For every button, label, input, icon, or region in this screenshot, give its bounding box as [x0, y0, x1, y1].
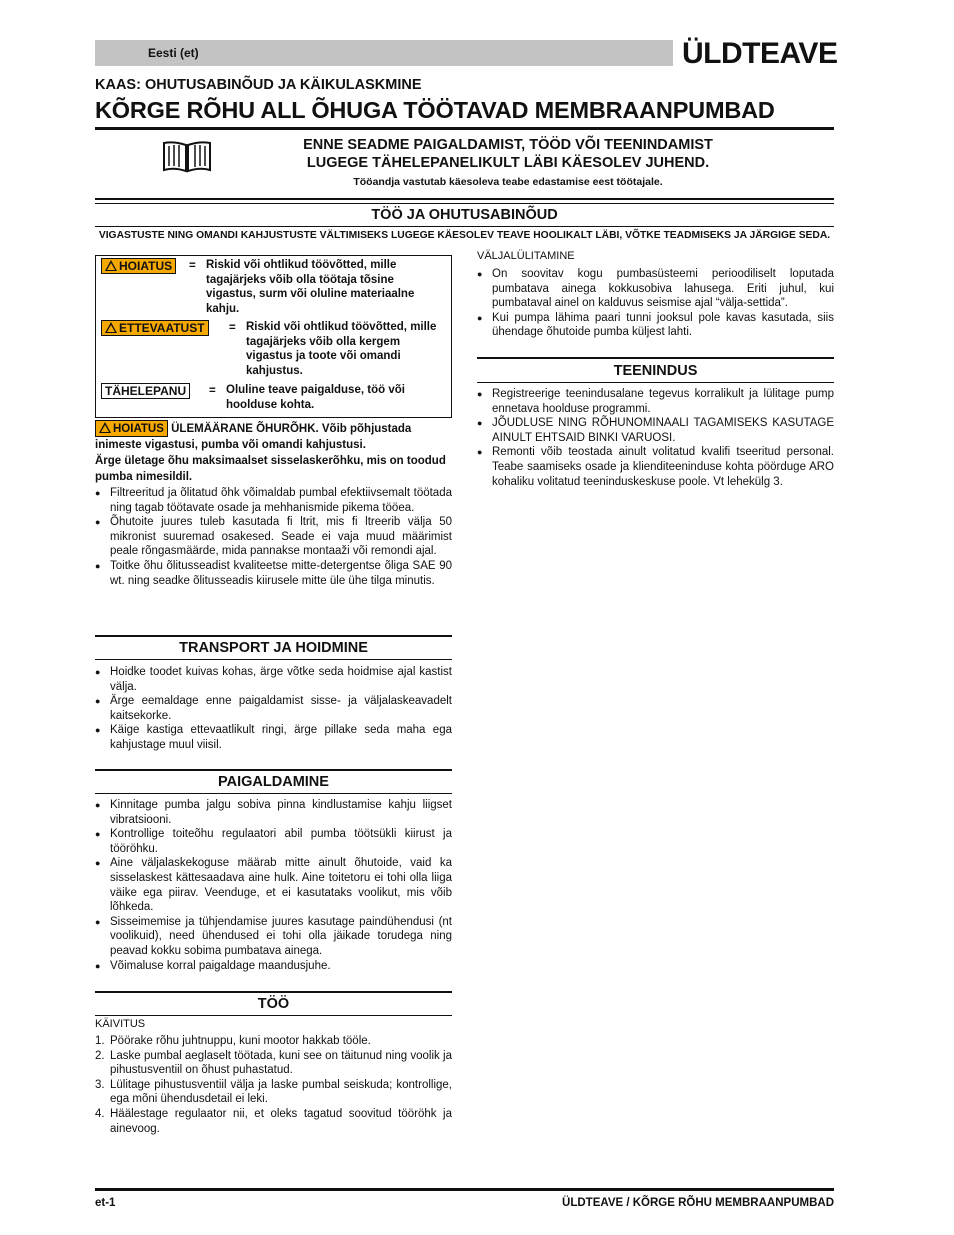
- list-item: ● Filtreeritud ja õlitatud õhk võimaldab pumbal efektiivsemalt töötada ning tagab töötavate osade ja mehhanismide pikema tööea.: [95, 486, 452, 515]
- list-item: 4. Häälestage regulaator nii, et oleks tagatud soovitud tööröhk ja ainevoog.: [95, 1107, 452, 1135]
- warning-equals: =: [189, 260, 196, 272]
- caution-definition: Riskid või ohtlikud töövõtted, mille tagajärjeks võib olla kergem vigastus ja toote või omandi kahjustus.: [246, 321, 437, 377]
- page-number: et-1: [95, 1197, 116, 1209]
- list-item: ● Kontrollige toiteõhu regulaatori abil pumba töötsükli kiirust ja tööröhku.: [95, 827, 452, 856]
- list-item: 3. Lülitage pihustusventiil välja ja laske pumbal seiskuda; kontrollige, ega mõni ühendusdetail ei leki.: [95, 1078, 452, 1106]
- title-rule: [95, 127, 834, 130]
- intro-line-3: Tööandja vastutab käesoleva teabe edastamise eest töötajale.: [353, 176, 663, 188]
- operation-heading: TÖÖ: [257, 996, 290, 1012]
- warning-signal: HOIATUS: [101, 258, 176, 275]
- operation-rule-bottom: [95, 1015, 452, 1016]
- safety-rule-top-2: [95, 203, 834, 204]
- install-bullets: [95, 798, 452, 973]
- page-title: ÜLDTEAVE: [682, 37, 838, 70]
- footer-rule: [95, 1188, 834, 1191]
- list-item: ● Kui pumpa lähima paari tunni jooksul pole kavas kasutada, siis ühendage õhutoide pumba küljest lahti.: [477, 311, 834, 340]
- pressure-limit-text: Ärge ületage õhu maksimaalset sisselaskerõhku, mis on toodud pumba nimesildil.: [95, 455, 446, 483]
- transport-rule-top: [95, 635, 452, 637]
- safety-rule-bottom: [95, 226, 834, 227]
- stop-label: VÄLJALÜLITAMINE: [477, 250, 575, 262]
- safety-heading: TÖÖ JA OHUTUSABINÕUD: [371, 207, 558, 223]
- list-item: ● On soovitav kogu pumbasüsteemi perioodiliselt loputada pumbatava ainega kokkusobiva lahusega. Eriti juhul, kui pumbataval ainel on kalduvus seismise ajal “välja-settida”.: [477, 267, 834, 311]
- list-item: ● Hoidke toodet kuivas kohas, ärge võtke seda hoidmise ajal kastist välja.: [95, 665, 452, 694]
- service-heading: TEENINDUS: [613, 363, 698, 379]
- list-item: 1. Pöörake rõhu juhtnuppu, kuni mootor hakkab tööle.: [95, 1035, 371, 1047]
- book-icon: [162, 140, 212, 174]
- intro-block: [228, 136, 788, 189]
- language-label: Eesti (et): [148, 46, 199, 60]
- list-item: ● Ärge eemaldage enne paigaldamist sisse- ja väljalaskeavadelt kaitsekorke.: [95, 694, 452, 723]
- service-rule-bottom: [477, 382, 834, 383]
- stop-bullets: [477, 267, 834, 340]
- list-item: ● Registreerige teenindusalane tegevus korralikult ja lülitage pump ennetava hoolduse programmi.: [477, 387, 834, 416]
- operation-rule-top: [95, 991, 452, 993]
- install-rule-top: [95, 769, 452, 771]
- list-item: ● Õhutoite juures tuleb kasutada fi ltrit, mis fi ltreerib välja 50 mikronist suuremad osakesed. Seade ei vaja muud määrimist peale rõngasmäärde, mida pannakse montaaži või remondi ajal.: [95, 515, 452, 559]
- list-item: ● JÕUDLUSE NING RÕHUNOMINAALI TAGAMISEKS KASUTAGE AINULT EHTSAID BINKI VARUOSI.: [477, 416, 834, 445]
- pressure-warning: HOIATUS ÜLEMÄÄRANE ÕHURÕHK. Võib põhjustada inimeste vigastusi, pumba või omandi kahjustusi. Ärge ületage õhu maksimaalset sisselaskerõhku, mis on toodud pumba nimesildil.: [95, 420, 452, 485]
- intro-line-1: ENNE SEADME PAIGALDAMIST, TÖÖD VÕI TEENINDAMIST: [303, 137, 713, 153]
- start-label: KÄIVITUS: [95, 1018, 146, 1030]
- install-rule-bottom: [95, 793, 452, 794]
- notice-definition: Oluline teave paigalduse, töö või hoolduse kohta.: [226, 384, 405, 411]
- list-item: ● Võimaluse korral paigaldage maandusjuhe.: [95, 959, 452, 974]
- cover-subtitle: KAAS: OHUTUSABINÕUD JA KÄIKULASKMINE: [95, 77, 422, 93]
- safety-rule-top: [95, 198, 834, 200]
- caution-signal: ETTEVAATUST: [101, 320, 209, 337]
- notice-signal: TÄHELEPANU: [101, 383, 190, 400]
- list-item: ● Sisseimemise ja tühjendamise juures kasutage paindühendusi (nt voolikuid), need ühendused ei tohi olla jäikade torudega ning peavad kokku sobima pumbatava ainega.: [95, 915, 452, 959]
- list-item: ● Kinnitage pumba jalgu sobiva pinna kindlustamise kahju liigset vibratsiooni.: [95, 798, 452, 827]
- caution-equals: =: [229, 322, 236, 334]
- caution-triangle-icon: [105, 322, 117, 333]
- intro-line-2: LUGEGE TÄHELEPANELIKULT LÄBI KÄESOLEV JUHEND.: [306, 155, 710, 171]
- pressure-bullets: [95, 486, 452, 588]
- list-item: ● Toitke õhu õlitusseadist kvaliteetse mitte-detergentse õliga SAE 90 wt. ning seadke õlitusseadis kiirusele mitte üle ühe tilga minutis.: [95, 559, 452, 588]
- service-rule-top: [477, 357, 834, 359]
- list-item: ● Käige kastiga ettevaatlikult ringi, ärge pillake seda maha ega kahjustage muul viisil.: [95, 723, 452, 752]
- list-item: 2. Laske pumbal aeglaselt töötada, kuni see on täitunud ning voolik ja pihustusventiil on õhust puhastatud.: [95, 1049, 452, 1077]
- transport-bullets: [95, 665, 452, 753]
- transport-rule-bottom: [95, 659, 452, 660]
- list-item: ● Aine väljalaskekoguse määrab mitte ainult õhutoide, vaid ka sisselaskest kättesaadava aine hulk. Aine toitetoru ei tohi olla liiga väike ega piirav. Veenduge, et ei kasutataks voolikut, mis võib lõhkeda.: [95, 856, 452, 914]
- service-bullets: [477, 387, 834, 489]
- list-item: ● Remonti võib teostada ainult volitatud kvalifi tseeritud personal. Teabe saamiseks osade ja klienditeeninduse kohta pöörduge ARO kohaliku volitatud teeninduskeskuse poole. Vt lehekülg 3.: [477, 445, 834, 489]
- warning-definition: Riskid või ohtlikud töövõtted, mille tagajärjeks võib olla töötaja tõsine vigastus, surm või oluline materiaalne kahju.: [206, 259, 415, 315]
- notice-equals: =: [209, 385, 216, 397]
- install-heading: PAIGALDAMINE: [218, 774, 329, 790]
- safety-subheading: VIGASTUSTE NING OMANDI KAHJUSTUSTE VÄLTIMISEKS LUGEGE KÄESOLEV TEAVE HOOLIKALT LÄBI, VÕTKE TEADMISEKS JA JÄRGIGE SEDA.: [98, 230, 831, 241]
- transport-heading: TRANSPORT JA HOIDMINE: [179, 640, 368, 656]
- footer-title: ÜLDTEAVE / KÕRGE RÕHU MEMBRAANPUMBAD: [562, 1197, 834, 1209]
- pressure-warning-triangle-icon: [99, 422, 111, 433]
- main-title: KÕRGE RÕHU ALL ÕHUGA TÖÖTAVAD MEMBRAANPUMBAD: [95, 97, 775, 123]
- warning-triangle-icon: [105, 260, 117, 271]
- start-steps: [95, 1034, 452, 1136]
- pressure-warning-text: ÜLEMÄÄRANE ÕHURÕHK. Võib põhjustada inimeste vigastusi, pumba või omandi kahjustusi.: [95, 423, 412, 451]
